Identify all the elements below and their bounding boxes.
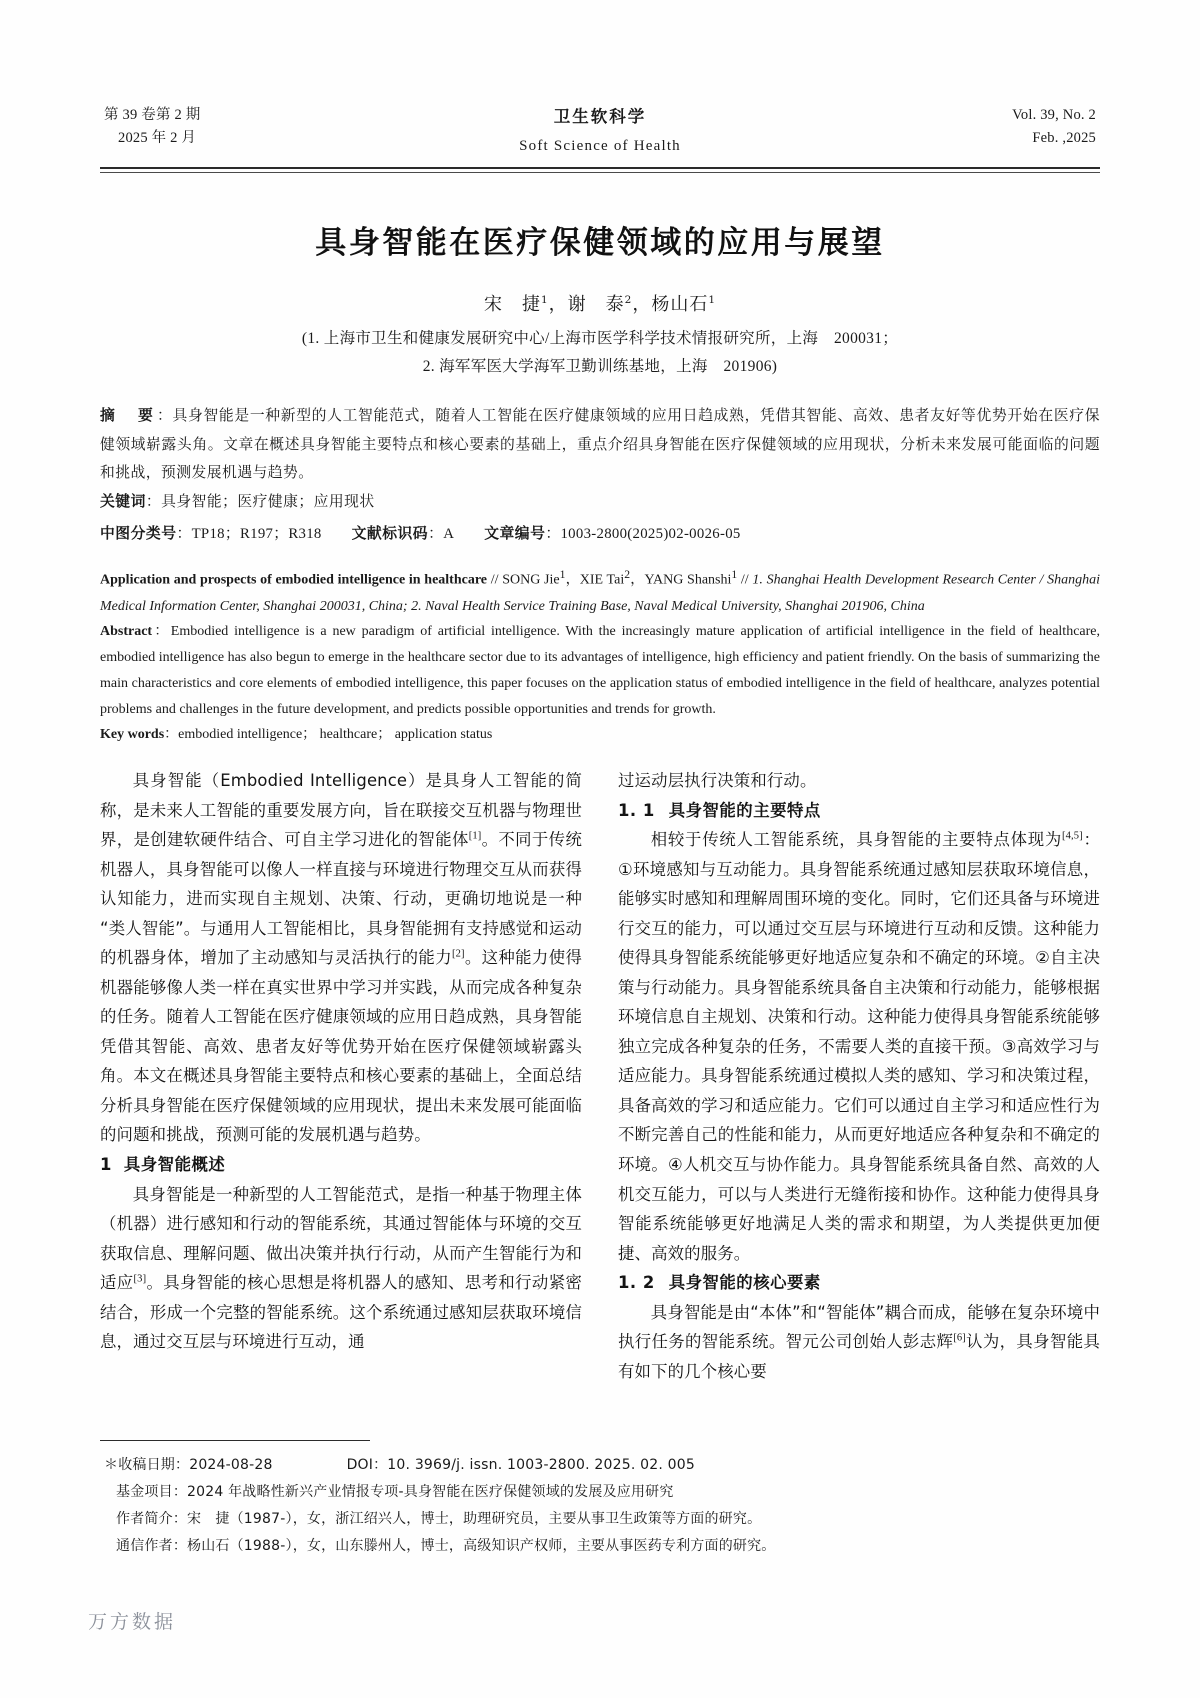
body-para-1-text-c: 。这种能力使得机器能够像人类一样在真实世界中学习并实践，从而完成各种复杂的任务。随着人工智能在医疗健康领域的应用日趋成熟，具身智能凭借其智能、高效、患者友好等优势开始在医疗保健领域崭露头角。本文在概述具身智能主要特点和核心要素的基础上，全面总结分析具身智能在医疗保健领域的应用现状，提出未来发展可能面临的问题和挑战，预测可能的发展机遇与趋势。 [100, 948, 582, 1145]
doi-value: ：10. 3969/j. issn. 1003-2800. 2025. 02. 005 [373, 1457, 695, 1473]
english-author-1: SONG Jie [502, 572, 560, 588]
author-bio-label: 作者简介 [116, 1511, 173, 1528]
section-heading-1-2 [618, 1268, 1100, 1298]
english-author-3: YANG Shanshi [644, 572, 732, 588]
journal-title-cn: 卫生软科学 [553, 107, 647, 126]
citation-ref-2: [2] [451, 948, 465, 960]
funding-label: 基金项目 [116, 1484, 173, 1501]
body-paragraph-continued: 过运动层执行决策和行动。 [618, 771, 817, 791]
abstract-cn [100, 402, 1100, 487]
body-para-4-text-b: 认为，具身智能具有如下的几个核心要 [618, 1332, 1101, 1381]
journal-title-en: Soft Science of Health [519, 137, 681, 154]
author-affil-mark-3: 1 [708, 294, 717, 307]
article-number-label: 文章编号 [484, 524, 546, 542]
section-title-1-1: 具身智能的主要特点 [668, 800, 821, 820]
citation-ref-5: [6] [953, 1332, 966, 1344]
english-keywords-sep: ： [164, 727, 179, 743]
abstract-en-block [100, 564, 1100, 748]
author-name-3: 杨山石 [651, 294, 709, 316]
section-number-1: 1 [100, 1155, 112, 1175]
section-number-1-1: 1. 1 [618, 800, 655, 820]
footnote-corresponding-author [100, 1533, 1100, 1560]
funding-value: ：2024 年战略性新兴产业情报专项-具身智能在医疗保健领域的发展及应用研究 [172, 1484, 674, 1501]
footnote-funding [100, 1479, 1100, 1506]
citation-ref-3: [3] [133, 1273, 147, 1285]
clc-value: ：TP18；R197；R318 [176, 525, 322, 542]
body-paragraph-1 [100, 766, 582, 1150]
wanfang-watermark: 万方数据 [88, 1611, 177, 1633]
english-abstract-text: Embodied intelligence is a new paradigm of artificial intelligence. With the increasingly mature application of artificial intelligence in the field of healthcare, embodied intelligence has also begun to emerge in the healthcare sector due to its advantages of intelligence, high efficiency and patient friendly. On the basis of summarizing the main characteristics and core elements of embodied intelligence, this paper focuses on the application status of embodied intelligence in the field of healthcare, analyzes potential problems and challenges in the future development, and predicts possible opportunities and trends for growth. [100, 624, 1101, 717]
english-abstract-sep: ： [152, 624, 171, 640]
header-divider [100, 167, 1100, 173]
english-keywords [100, 722, 1100, 748]
corresponding-author-value: ：杨山石（1988-），女，山东滕州人，博士，高级知识产权师，主要从事医药专利方面的研究。 [172, 1538, 776, 1555]
received-date-value: ：2024-08-28 [175, 1457, 273, 1473]
body-columns [100, 766, 1100, 1386]
english-abstract [100, 619, 1100, 722]
abstract-cn-label: 摘 要 [100, 407, 158, 425]
section-heading-1 [100, 1150, 582, 1180]
english-abstract-label: Abstract [100, 624, 153, 640]
footnote-received-date [100, 1452, 1100, 1479]
body-paragraph-2 [100, 1180, 582, 1357]
section-title-1-2: 具身智能的核心要素 [668, 1273, 821, 1293]
footnote-author-bio [100, 1506, 1100, 1533]
running-head-center [354, 104, 846, 158]
footnote-star: ＊ [104, 1457, 119, 1473]
section-number-1-2: 1. 2 [618, 1273, 655, 1293]
footnote-block [100, 1440, 1100, 1560]
english-author-mark-1: 1 [559, 568, 566, 582]
document-code-value: ：A [428, 525, 455, 542]
body-column-right [618, 766, 1100, 1386]
received-date-label: 收稿日期 [118, 1457, 176, 1473]
volume-issue-en: Vol. 39, No. 2 [1012, 107, 1096, 123]
author-bio-value: ：宋 捷（1987-），女，浙江绍兴人，博士，助理研究员，主要从事卫生政策等方面的研究。 [172, 1511, 762, 1528]
affiliation-line-2: 2. 海军军医大学海军卫勤训练基地，上海 201906) [422, 357, 778, 375]
body-para-1-text-a: 具身智能（Embodied Intelligence）是具身人工智能的简称，是未来人工智能的重要发展方向，旨在联接交互机器与物理世界，是创建软硬件结合、可自主学习进化的智能体 [100, 771, 582, 850]
author-list: 宋 捷$^1$，谢 泰$^2$，杨山石$^1$ [483, 294, 717, 316]
running-head-right [846, 104, 1100, 151]
clc-label: 中图分类号 [100, 524, 177, 542]
english-keywords-label: Key words [100, 727, 165, 743]
abstract-cn-block [100, 402, 1100, 548]
issue-date-en: Feb. ,2025 [1032, 130, 1096, 147]
affiliation-block [100, 325, 1100, 380]
english-affiliation: 1. Shanghai Health Development Research Center / Shanghai Medical Information Center, Shanghai 200031, China; 2. Naval Health Service Training Base, Naval Medical University, Shanghai 201906, China [100, 572, 1101, 614]
section-heading-1-1 [618, 796, 1100, 826]
keywords-cn-text: 具身智能；医疗健康；应用现状 [161, 494, 375, 511]
abstract-cn-text: 具身智能是一种新型的人工智能范式，随着人工智能在医疗健康领域的应用日趋成熟，凭借其智能、高效、患者友好等优势开始在医疗保健领域崭露头角。文章在概述具身智能主要特点和核心要素的基础上，重点介绍具身智能在医疗保健领域的应用现状，分析未来发展可能面临的问题和挑战，预测发展机遇与趋势。 [100, 408, 1100, 481]
footnote-divider [100, 1440, 370, 1441]
english-title-line: Application and prospects of embodied intelligence in healthcare // SONG Jie$^1$，XIE Tai$^2$，YANG Shanshi$^1$ // 1. Shanghai Health Development Research Center / Shanghai Medical Information Center, Shanghai 200031, China; 2. Naval Health Service Training Base, Naval Medical University, Shanghai 201906, China [100, 568, 1101, 614]
author-affil-mark-2: 2 [624, 294, 633, 307]
affiliation-line-1: (1. 上海市卫生和健康发展研究中心/上海市医学科学技术情报研究所，上海 200031； [301, 330, 899, 348]
author-name-2: 谢 泰 [567, 294, 625, 316]
english-author-mark-3: 1 [731, 568, 738, 582]
body-para-1-text-b: 。不同于传统机器人，具身智能可以像人一样直接与环境进行物理交互从而获得认知能力，进而实现自主规划、决策、行动，更确切地说是一种“类人智能”。与通用人工智能相比，具身智能拥有支持感觉和运动的机器身体，增加了主动感知与灵活执行的能力 [100, 830, 582, 968]
document-code-label: 文献标识码 [351, 524, 429, 542]
running-head [100, 104, 1100, 158]
english-slash-2: // [737, 572, 753, 588]
author-affil-mark-1: 1 [540, 294, 549, 307]
page-title: 具身智能在医疗保健领域的应用与展望 [315, 225, 885, 262]
article-number-value: ：1003-2800(2025)02-0026-05 [545, 525, 741, 542]
english-slash-1: // [487, 572, 503, 588]
running-head-left [100, 104, 354, 151]
section-title-1: 具身智能概述 [123, 1155, 226, 1175]
volume-issue: 第 39 卷第 2 期 [104, 107, 201, 123]
citation-ref-4: [4,5] [1061, 830, 1083, 842]
keywords-cn [100, 488, 1100, 516]
page-content [100, 104, 1100, 1386]
keywords-cn-label: 关键词 [100, 493, 146, 511]
english-title: Application and prospects of embodied intelligence in healthcare [100, 572, 488, 588]
body-para-3-text-b: ：①环境感知与互动能力。具身智能系统通过感知层获取环境信息，能够实时感知和理解周围环境的变化。同时，它们还具备与环境进行交互的能力，可以通过交互层与环境进行互动和反馈。这种能力使得具身智能系统能够更好地适应复杂和不确定的环境。②自主决策与行动能力。具身智能系统具备自主决策和行动能力，能够根据环境信息自主规划、决策和行动。这种能力使得具身智能系统能够独立完成各种复杂的任务，不需要人类的直接干预。③高效学习与适应能力。具身智能系统通过模拟人类的感知、学习和决策过程，具备高效的学习和适应能力。它们可以通过自主学习和适应性行为不断完善自己的性能和能力，从而更好地适应各种复杂和不确定的环境。④人机交互与协作能力。具身智能系统具备自然、高效的人机交互能力，可以与人类进行无缝衔接和协作。这种能力使得具身智能系统能够更好地满足人类的需求和期望，为人类提供更加便捷、高效的服务。 [618, 830, 1100, 1263]
citation-ref-1: [1] [468, 830, 482, 842]
corresponding-author-label: 通信作者 [116, 1538, 173, 1555]
english-author-2: XIE Tai [579, 572, 625, 588]
body-para-4-text-a: 具身智能是由“本体”和“智能体”耦合而成，能够在复杂环境中执行任务的智能系统。智元公司创始人彭志辉 [618, 1302, 1100, 1352]
body-column-left [100, 766, 582, 1386]
english-keywords-text: embodied intelligence； healthcare； application status [178, 727, 493, 743]
body-paragraph-4 [618, 1298, 1100, 1387]
issue-date-cn: 2025 年 2 月 [118, 130, 197, 147]
doi-label: DOI [346, 1457, 374, 1473]
author-name-1: 宋 捷 [483, 294, 541, 316]
abstract-cn-sep: ： [157, 408, 173, 425]
body-para-3-text-a: 相较于传统人工智能系统，具身智能的主要特点体现为 [650, 830, 1062, 850]
classification-line [100, 520, 1100, 548]
english-author-mark-2: 2 [624, 568, 631, 582]
body-para-2-text-b: 。具身智能的核心思想是将机器人的感知、思考和行动紧密结合，形成一个完整的智能系统。这个系统通过感知层获取环境信息，通过交互层与环境进行互动，通 [100, 1273, 582, 1352]
body-paragraph-3 [618, 825, 1100, 1268]
body-para-2-text-a: 具身智能是一种新型的人工智能范式，是指一种基于物理主体（机器）进行感知和行动的智能系统，其通过智能体与环境的交互获取信息、理解问题、做出决策并执行行动，从而产生智能行为和适应 [100, 1184, 582, 1293]
keywords-cn-sep: ： [145, 494, 162, 511]
